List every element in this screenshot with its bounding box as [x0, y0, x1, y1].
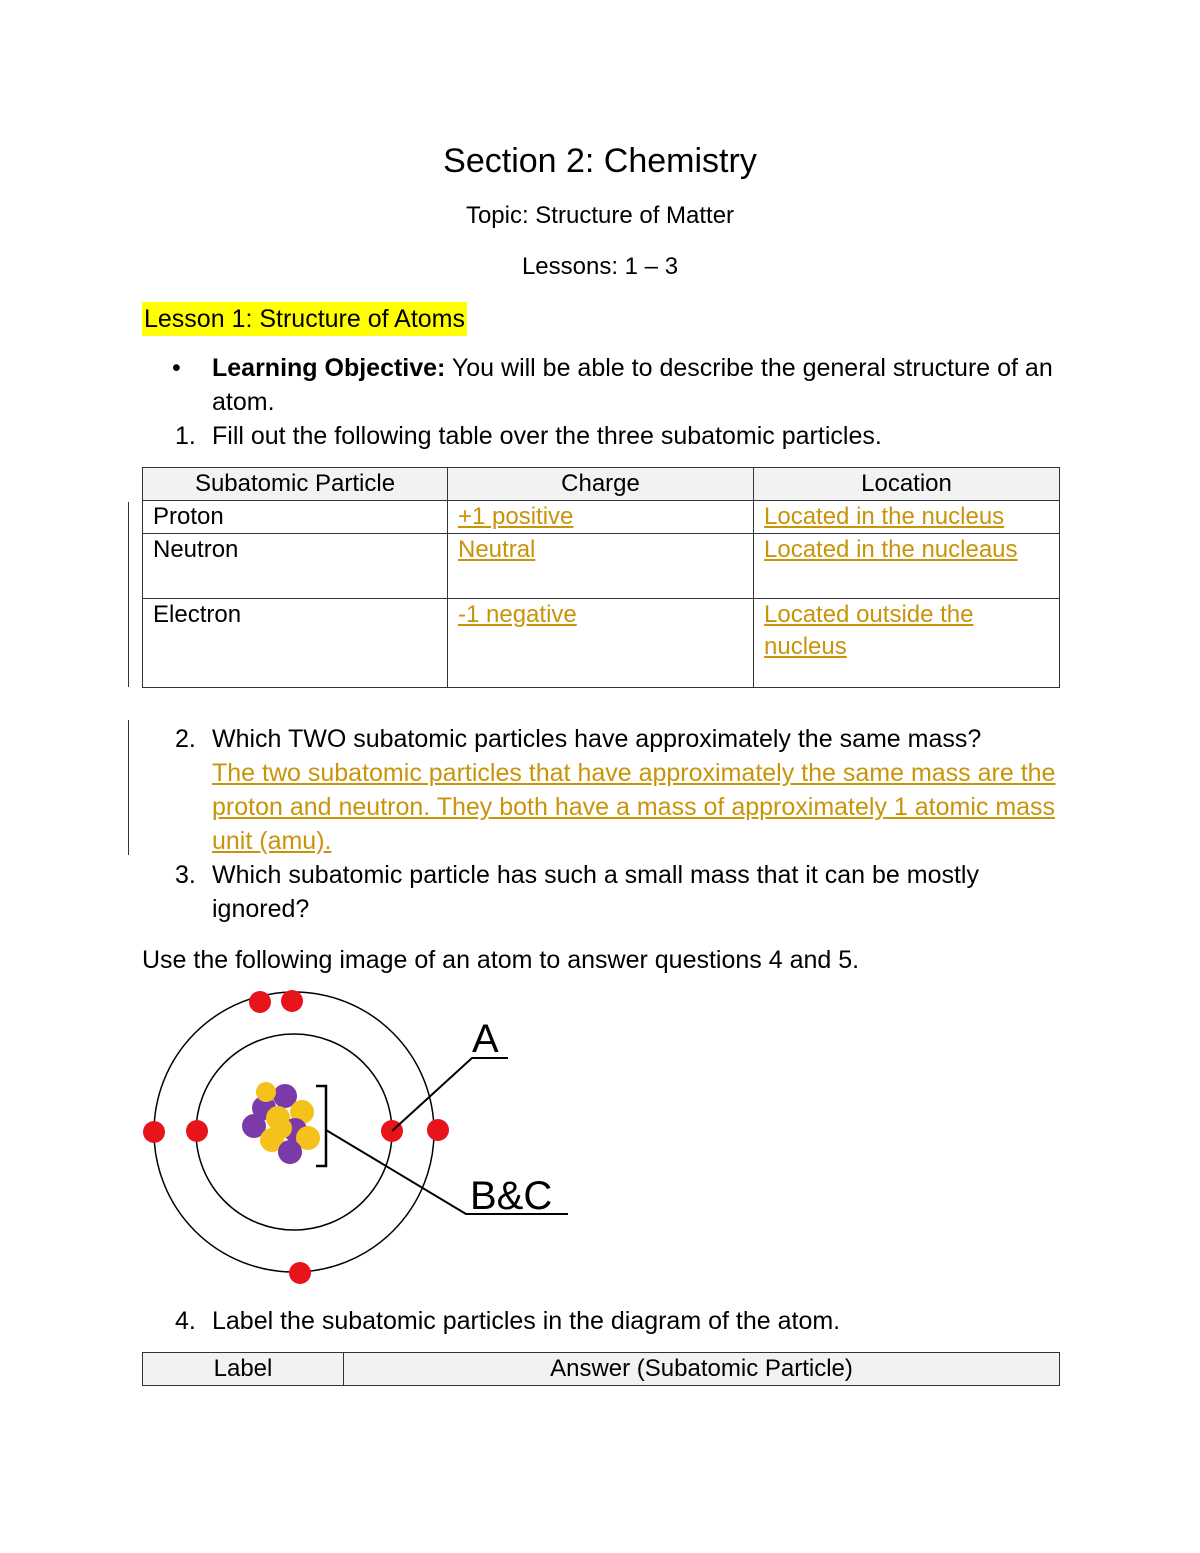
cell-charge: Neutral — [448, 534, 754, 599]
q2-text: Which TWO subatomic particles have approximately the same mass? — [212, 725, 982, 753]
col-header-location: Location — [754, 468, 1060, 501]
change-bar — [128, 720, 129, 855]
topic-line: Topic: Structure of Matter — [465, 202, 735, 229]
cell-location: Located in the nucleaus — [754, 534, 1060, 599]
change-bar — [128, 502, 129, 687]
particle-table — [142, 467, 1060, 688]
col-header-label: Label — [143, 1353, 344, 1386]
q2-answer: The two subatomic particles that have approximately the same mass are the proton and neutron. They both have a mass of approximately 1 atomic mass unit (amu). — [212, 759, 1056, 855]
cell-particle: Proton — [143, 501, 448, 534]
q3-text: Which subatomic particle has such a small mass that it can be mostly ignored? — [212, 861, 979, 923]
learning-objective — [212, 351, 1072, 419]
nucleus-bracket — [316, 1086, 326, 1166]
label-table — [142, 1352, 1060, 1386]
q3-number: 3. — [175, 861, 196, 889]
table-row — [143, 599, 1060, 688]
col-header-answer: Answer (Subatomic Particle) — [344, 1353, 1060, 1386]
q2-number: 2. — [175, 725, 196, 753]
cell-charge: +1 positive — [448, 501, 754, 534]
col-header-particle: Subatomic Particle — [143, 468, 448, 501]
q1-text: Fill out the following table over the three subatomic particles. — [212, 422, 882, 450]
image-instruction: Use the following image of an atom to answer questions 4 and 5. — [142, 946, 860, 974]
lesson-1-heading: Lesson 1: Structure of Atoms — [142, 302, 467, 336]
objective-label: Learning Objective: — [212, 354, 446, 382]
table-row — [143, 534, 1060, 599]
atom-diagram — [130, 980, 590, 1290]
col-header-charge: Charge — [448, 468, 754, 501]
table-row — [143, 501, 1060, 534]
q1-number: 1. — [175, 422, 196, 450]
cell-charge: -1 negative — [448, 599, 754, 688]
q4-number: 4. — [175, 1307, 196, 1335]
cell-location: Located outside the nucleus — [754, 599, 1060, 688]
cell-particle: Neutron — [143, 534, 448, 599]
label-bc: B&C — [470, 1174, 553, 1218]
objective-text: You will be able to describe the general structure of an atom. — [212, 354, 1053, 416]
lessons-line: Lessons: 1 – 3 — [521, 253, 679, 280]
leader-line-a — [392, 1058, 508, 1131]
nucleus — [242, 1082, 320, 1164]
bullet-dot: • — [172, 354, 181, 382]
page-title: Section 2: Chemistry — [443, 142, 757, 180]
label-a: A — [472, 1017, 499, 1061]
cell-particle: Electron — [143, 599, 448, 688]
q4-text: Label the subatomic particles in the diagram of the atom. — [212, 1307, 841, 1335]
cell-location: Located in the nucleus — [754, 501, 1060, 534]
